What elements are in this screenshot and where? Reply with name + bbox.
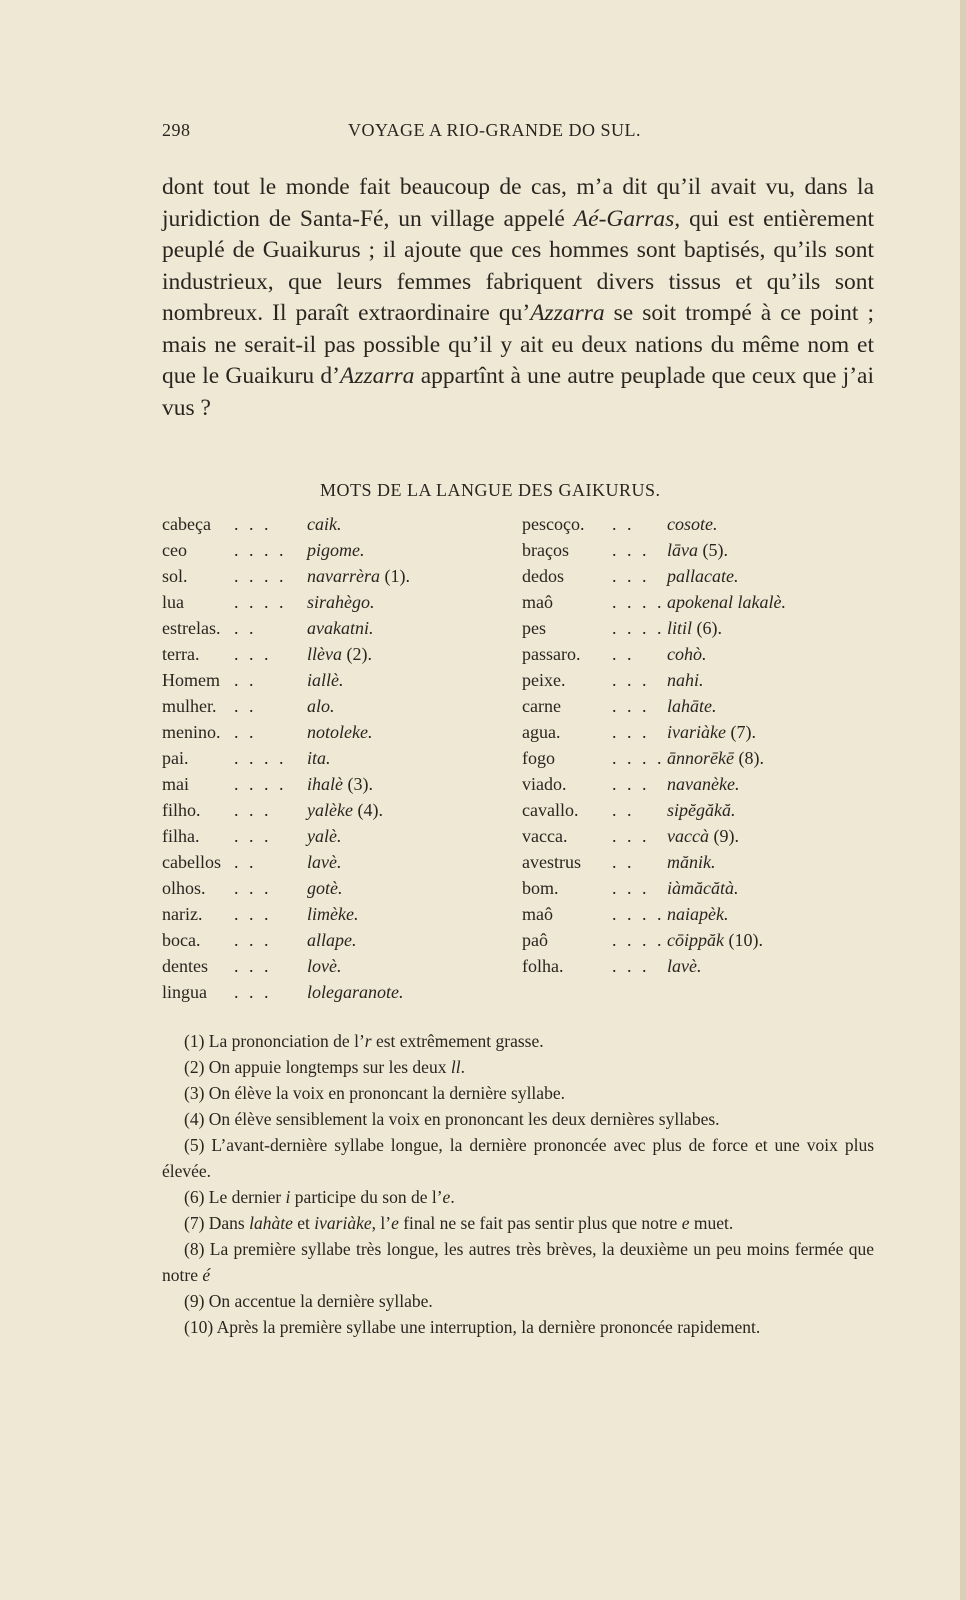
footnote-italic: lahàte (249, 1213, 293, 1233)
gaikuru-word (667, 930, 763, 951)
leader-dots: . . . (612, 956, 650, 976)
gaikuru-word (667, 618, 722, 639)
gaikuru-word (667, 852, 716, 873)
portuguese-word: cabeça (162, 514, 211, 534)
portuguese-word: Homem (162, 670, 220, 690)
leader-dots: . . . . (612, 748, 665, 768)
gaikuru-word (667, 566, 738, 587)
footnote-italic: e (681, 1213, 690, 1233)
leader-dots: . . (234, 670, 257, 690)
leader-dots: . . (234, 852, 257, 872)
portuguese-word: peixe. (522, 670, 566, 690)
footnote-text: (1) La prononciation de l’ (184, 1031, 365, 1051)
gaikuru-word-text: lolegaranote. (307, 982, 404, 1002)
leader-dots: . . . (234, 644, 272, 664)
gaikuru-word-text: gotè. (307, 878, 343, 898)
portuguese-word: bom. (522, 878, 559, 898)
gaikuru-word-text: sipĕgăkă. (667, 800, 736, 820)
portuguese-word: cavallo. (522, 800, 579, 820)
gaikuru-word (307, 696, 335, 717)
footnote-text: (5) L’avant-dernière syllabe longue, la dernière prononcée avec plus de force et une voix plus élevée. (162, 1135, 874, 1181)
gaikuru-word-text: mănik. (667, 852, 716, 872)
author-name-italic: Azzarra (530, 300, 605, 326)
footnote-text: est extrêmement grasse. (371, 1031, 544, 1051)
leader-dots: . . (612, 514, 635, 534)
portuguese-word: estrelas. (162, 618, 221, 638)
portuguese-word: pes (522, 618, 546, 638)
gaikuru-word (307, 514, 341, 535)
leader-dots: . . (234, 618, 257, 638)
body-text-segment: se soit trompé à ce point ; mais ne serait-il pas possible qu’il y ait eu deux nations du même nom et que le Guaikuru d’ (162, 300, 874, 389)
gaikuru-word-text: ihalè (307, 774, 343, 794)
gaikuru-word-text: cosote. (667, 514, 718, 534)
footnote-text: (8) La première syllabe très longue, les autres très brèves, la deuxième un peu moins fermée que notre (162, 1239, 874, 1285)
gaikuru-word (307, 592, 375, 613)
leader-dots: . . . (612, 540, 650, 560)
portuguese-word: filha. (162, 826, 200, 846)
leader-dots: . . (612, 800, 635, 820)
portuguese-word: lua (162, 592, 184, 612)
leader-dots: . . . (234, 930, 272, 950)
leader-dots: . . . (612, 722, 650, 742)
gaikuru-word (667, 592, 786, 613)
footnote-text: et (292, 1213, 315, 1233)
gaikuru-word-text: lovè. (307, 956, 342, 976)
gaikuru-word (307, 878, 343, 899)
footnote-text: final ne se fait pas sentir plus que notre (398, 1213, 682, 1233)
portuguese-word: maô (522, 592, 553, 612)
body-paragraph (162, 172, 874, 424)
gaikuru-word (307, 774, 373, 795)
portuguese-word: mai (162, 774, 189, 794)
portuguese-word: cabellos (162, 852, 221, 872)
footnote (162, 1236, 874, 1288)
footnote-text: participe du son de l’ (290, 1187, 443, 1207)
gaikuru-word (667, 644, 707, 665)
footnote-italic: e (442, 1187, 451, 1207)
leader-dots: . . . . (612, 930, 665, 950)
footnote-ref: (5). (702, 540, 728, 560)
footnote-text: (9) On accentue la dernière syllabe. (184, 1291, 433, 1311)
page-edge (960, 0, 966, 1600)
gaikuru-word (307, 956, 341, 977)
leader-dots: . . (612, 644, 635, 664)
gaikuru-word (667, 774, 739, 795)
gaikuru-word-text: vaccà (667, 826, 709, 846)
footnote-text: (3) On élève la voix en prononcant la dernière syllabe. (184, 1083, 565, 1103)
leader-dots: . . . . (612, 904, 665, 924)
footnote-text: (4) On élève sensiblement la voix en prononcant les deux dernières syllabes. (184, 1109, 720, 1129)
portuguese-word: filho. (162, 800, 201, 820)
portuguese-word: terra. (162, 644, 200, 664)
portuguese-word: folha. (522, 956, 564, 976)
portuguese-word: avestrus (522, 852, 581, 872)
portuguese-word: sol. (162, 566, 188, 586)
footnote-text: (7) Dans (184, 1213, 250, 1233)
gaikuru-word-text: navanèke. (667, 774, 740, 794)
gaikuru-word (667, 826, 739, 847)
gaikuru-word-text: caik. (307, 514, 342, 534)
gaikuru-word (307, 618, 373, 639)
leader-dots: . . . (234, 904, 272, 924)
gaikuru-word (307, 540, 365, 561)
gaikuru-word (307, 904, 358, 925)
gaikuru-word-text: lavè. (307, 852, 342, 872)
leader-dots: . . . (612, 670, 650, 690)
gaikuru-word-text: iallè. (307, 670, 344, 690)
running-title: VOYAGE A RIO-GRANDE DO SUL. (348, 120, 642, 140)
page-number: 298 (162, 120, 191, 140)
gaikuru-word-text: sirahègo. (307, 592, 375, 612)
gaikuru-word-text: naiapèk. (667, 904, 729, 924)
footnote-ref: (8). (738, 748, 764, 768)
gaikuru-word-text: avakatni. (307, 618, 374, 638)
leader-dots: . . . (234, 878, 272, 898)
footnote (162, 1080, 874, 1106)
portuguese-word: viado. (522, 774, 567, 794)
gaikuru-word (307, 748, 331, 769)
gaikuru-word-text: pigome. (307, 540, 365, 560)
footnote (162, 1054, 874, 1080)
leader-dots: . . (234, 696, 257, 716)
gaikuru-word (667, 670, 704, 691)
portuguese-word: pescoço. (522, 514, 585, 534)
portuguese-word: olhos. (162, 878, 206, 898)
footnote-ref: (2). (346, 644, 372, 664)
gaikuru-word-text: lahāte. (667, 696, 717, 716)
gaikuru-word-text: navarrèra (307, 566, 380, 586)
footnote (162, 1314, 874, 1340)
footnote (162, 1210, 874, 1236)
footnote-ref: (6). (696, 618, 723, 638)
gaikuru-word (307, 826, 341, 847)
gaikuru-word-text: limèke. (307, 904, 359, 924)
leader-dots: . . . (234, 800, 272, 820)
leader-dots: . . (234, 722, 257, 742)
gaikuru-word-text: ivariàke (667, 722, 726, 742)
gaikuru-word-text: ita. (307, 748, 331, 768)
leader-dots: . . . (234, 982, 272, 1002)
gaikuru-word (307, 800, 383, 821)
portuguese-word: boca. (162, 930, 201, 950)
leader-dots: . . . . (234, 566, 287, 586)
portuguese-word: maô (522, 904, 553, 924)
gaikuru-word-text: lavè. (667, 956, 702, 976)
gaikuru-word-text: yalèke (307, 800, 353, 820)
gaikuru-word-text: litil (667, 618, 693, 638)
footnote-italic: ivariàke (314, 1213, 372, 1233)
leader-dots: . . . . (612, 618, 665, 638)
leader-dots: . . . (234, 514, 272, 534)
gaikuru-word-text: iàmăcătà. (667, 878, 739, 898)
leader-dots: . . (612, 852, 635, 872)
author-name-italic: Azzarra (340, 363, 415, 389)
gaikuru-word (307, 644, 372, 665)
gaikuru-word (667, 540, 728, 561)
gaikuru-word-text: nahi. (667, 670, 704, 690)
portuguese-word: ceo (162, 540, 187, 560)
footnote-italic: r (364, 1031, 372, 1051)
footnote-ref: (3). (347, 774, 373, 794)
footnote (162, 1184, 874, 1210)
body-text-segment: qui est entièrement peuplé de Guaikurus ; il ajoute que ces hommes sont baptisés, qu’ils sont industrieux, que leurs femmes fabriquent divers tissus et qu’ils sont nombreux. Il paraît extraordinaire qu’ (162, 205, 874, 326)
gaikuru-word (307, 852, 341, 873)
portuguese-word: agua. (522, 722, 561, 742)
portuguese-word: passaro. (522, 644, 581, 664)
footnote-italic: ll (450, 1057, 461, 1077)
footnote-ref: (1). (384, 566, 410, 586)
footnotes (162, 1028, 874, 1340)
vocabulary-title: MOTS DE LA LANGUE DES GAIKURUS. (320, 480, 661, 500)
gaikuru-word (667, 722, 756, 743)
gaikuru-word (307, 930, 357, 951)
portuguese-word: dentes (162, 956, 208, 976)
leader-dots: . . . (612, 566, 650, 586)
footnote-ref: (10). (728, 930, 763, 950)
footnote-text: (2) On appuie longtemps sur les deux (184, 1057, 451, 1077)
gaikuru-word (307, 982, 404, 1003)
leader-dots: . . . . (612, 592, 665, 612)
gaikuru-word-text: pallacate. (667, 566, 739, 586)
footnote-text: muet. (689, 1213, 734, 1233)
gaikuru-word-text: allape. (307, 930, 357, 950)
gaikuru-word-text: cohò. (667, 644, 707, 664)
footnote (162, 1288, 874, 1314)
portuguese-word: paô (522, 930, 548, 950)
place-name-italic: Aé-Garras, (573, 205, 681, 232)
portuguese-word: vacca. (522, 826, 568, 846)
portuguese-word: braços (522, 540, 569, 560)
gaikuru-word (667, 800, 735, 821)
gaikuru-word (307, 566, 410, 587)
leader-dots: . . . . (234, 748, 287, 768)
leader-dots: . . . (612, 774, 650, 794)
gaikuru-word (667, 904, 728, 925)
gaikuru-word (667, 696, 717, 717)
footnote (162, 1132, 874, 1184)
gaikuru-word-text: alo. (307, 696, 335, 716)
footnote-ref: (4). (357, 800, 383, 820)
footnote-ref: (7). (730, 722, 756, 742)
footnote-ref: (9). (713, 826, 739, 846)
gaikuru-word (307, 722, 372, 743)
footnote-italic: e (391, 1213, 399, 1233)
leader-dots: . . . (612, 878, 650, 898)
leader-dots: . . . (612, 826, 650, 846)
footnote (162, 1106, 874, 1132)
portuguese-word: nariz. (162, 904, 203, 924)
body-text-segment: appartînt à une autre peuplade que ceux que j’ai vus ? (162, 363, 874, 421)
footnote (162, 1028, 874, 1054)
leader-dots: . . . . (234, 592, 287, 612)
gaikuru-word (307, 670, 344, 691)
portuguese-word: fogo (522, 748, 555, 768)
footnote-text: . (460, 1057, 465, 1077)
footnote-italic: i (285, 1187, 291, 1207)
gaikuru-word (667, 514, 717, 535)
gaikuru-word-text: cōippăk (667, 930, 724, 950)
portuguese-word: lingua (162, 982, 207, 1002)
leader-dots: . . . (612, 696, 650, 716)
portuguese-word: menino. (162, 722, 221, 742)
footnote-text: (6) Le dernier (184, 1187, 286, 1207)
portuguese-word: pai. (162, 748, 189, 768)
portuguese-word: mulher. (162, 696, 217, 716)
gaikuru-word-text: yalè. (307, 826, 342, 846)
gaikuru-word-text: llèva (307, 644, 342, 664)
gaikuru-word (667, 956, 701, 977)
portuguese-word: dedos (522, 566, 564, 586)
gaikuru-word (667, 748, 764, 769)
gaikuru-word-text: notoleke. (307, 722, 373, 742)
gaikuru-word-text: apokenal lakalè. (667, 592, 786, 612)
footnote-text: , l’ (371, 1213, 392, 1233)
footnote-text: (10) Après la première syllabe une interruption, la dernière prononcée rapidement. (184, 1317, 761, 1337)
leader-dots: . . . (234, 826, 272, 846)
portuguese-word: carne (522, 696, 561, 716)
footnote-italic: é (202, 1265, 211, 1285)
gaikuru-word-text: ānnorēkē (667, 748, 734, 768)
leader-dots: . . . . (234, 774, 287, 794)
gaikuru-word-text: lāva (667, 540, 698, 560)
footnote-text: . (450, 1187, 455, 1207)
gaikuru-word (667, 878, 739, 899)
leader-dots: . . . (234, 956, 272, 976)
body-text-segment: dont tout le monde fait beaucoup de cas, m’a dit qu’il avait vu, dans la juridiction de Santa-Fé, un village appelé (162, 174, 874, 232)
leader-dots: . . . . (234, 540, 287, 560)
